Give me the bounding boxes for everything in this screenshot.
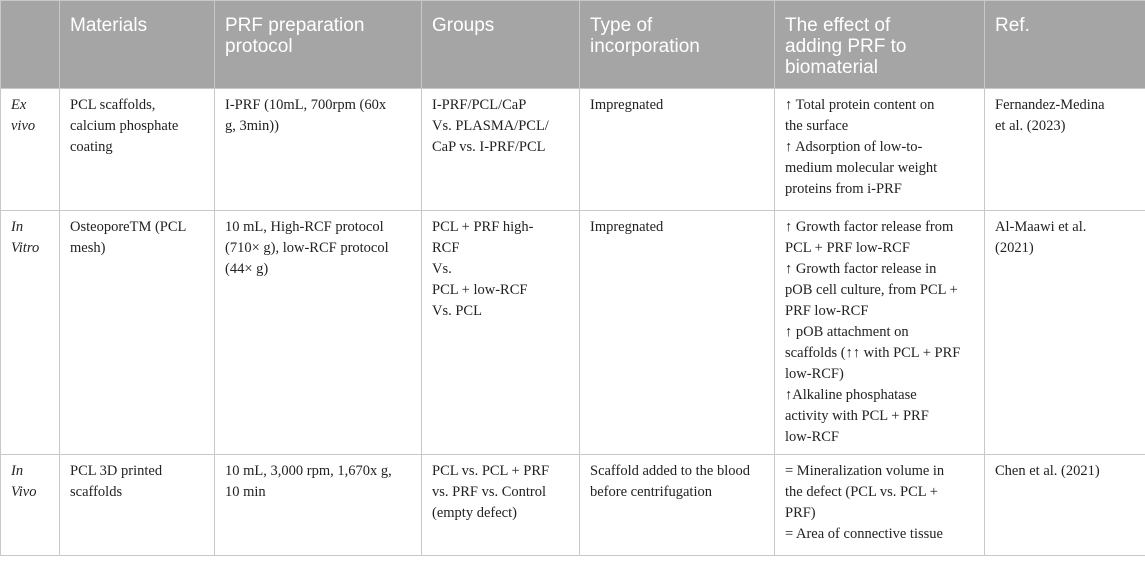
table-row [1, 455, 1145, 556]
cell-category: Ex vivo [1, 89, 60, 211]
cell-ref: Chen et al. (2021) [985, 455, 1145, 556]
cell-category: In Vivo [1, 455, 60, 556]
cell-protocol: 10 mL, High-RCF protocol (710× g), low-RCF protocol (44× g) [215, 211, 422, 455]
cell-incorporation: Impregnated [580, 211, 775, 455]
cell-materials: OsteoporeTM (PCL mesh) [60, 211, 215, 455]
cell-protocol: I-PRF (10mL, 700rpm (60x g, 3min)) [215, 89, 422, 211]
table-row [1, 211, 1145, 455]
cell-groups: PCL vs. PCL + PRF vs. PRF vs. Control (empty defect) [422, 455, 580, 556]
header-effect: The effect of adding PRF to biomaterial [775, 1, 985, 89]
header-ref: Ref. [985, 1, 1145, 89]
header-groups: Groups [422, 1, 580, 89]
cell-materials: PCL 3D printed scaffolds [60, 455, 215, 556]
header-materials: Materials [60, 1, 215, 89]
cell-category: In Vitro [1, 211, 60, 455]
cell-materials: PCL scaffolds, calcium phosphate coating [60, 89, 215, 211]
cell-incorporation: Impregnated [580, 89, 775, 211]
cell-groups: I-PRF/PCL/CaP Vs. PLASMA/PCL/ CaP vs. I-PRF/PCL [422, 89, 580, 211]
cell-effect: ↑ Total protein content on the surface ↑ Adsorption of low-to- medium molecular weight proteins from i-PRF [775, 89, 985, 211]
table-row [1, 89, 1145, 211]
cell-groups: PCL + PRF high- RCF Vs. PCL + low-RCF Vs. PCL [422, 211, 580, 455]
header-prf-protocol: PRF preparation protocol [215, 1, 422, 89]
header-row [1, 1, 1145, 89]
cell-protocol: 10 mL, 3,000 rpm, 1,670x g, 10 min [215, 455, 422, 556]
header-category [1, 1, 60, 89]
cell-effect: = Mineralization volume in the defect (PCL vs. PCL + PRF) = Area of connective tissue [775, 455, 985, 556]
cell-incorporation: Scaffold added to the blood before centrifugation [580, 455, 775, 556]
cell-ref: Al-Maawi et al. (2021) [985, 211, 1145, 455]
cell-ref: Fernandez-Medina et al. (2023) [985, 89, 1145, 211]
header-incorporation: Type of incorporation [580, 1, 775, 89]
cell-effect: ↑ Growth factor release from PCL + PRF low-RCF ↑ Growth factor release in pOB cell culture, from PCL + PRF low-RCF ↑ pOB attachment on scaffolds (↑↑ with PCL + PRF low-RCF) ↑Alkaline phosphatase activity with PCL + PRF low-RCF [775, 211, 985, 455]
